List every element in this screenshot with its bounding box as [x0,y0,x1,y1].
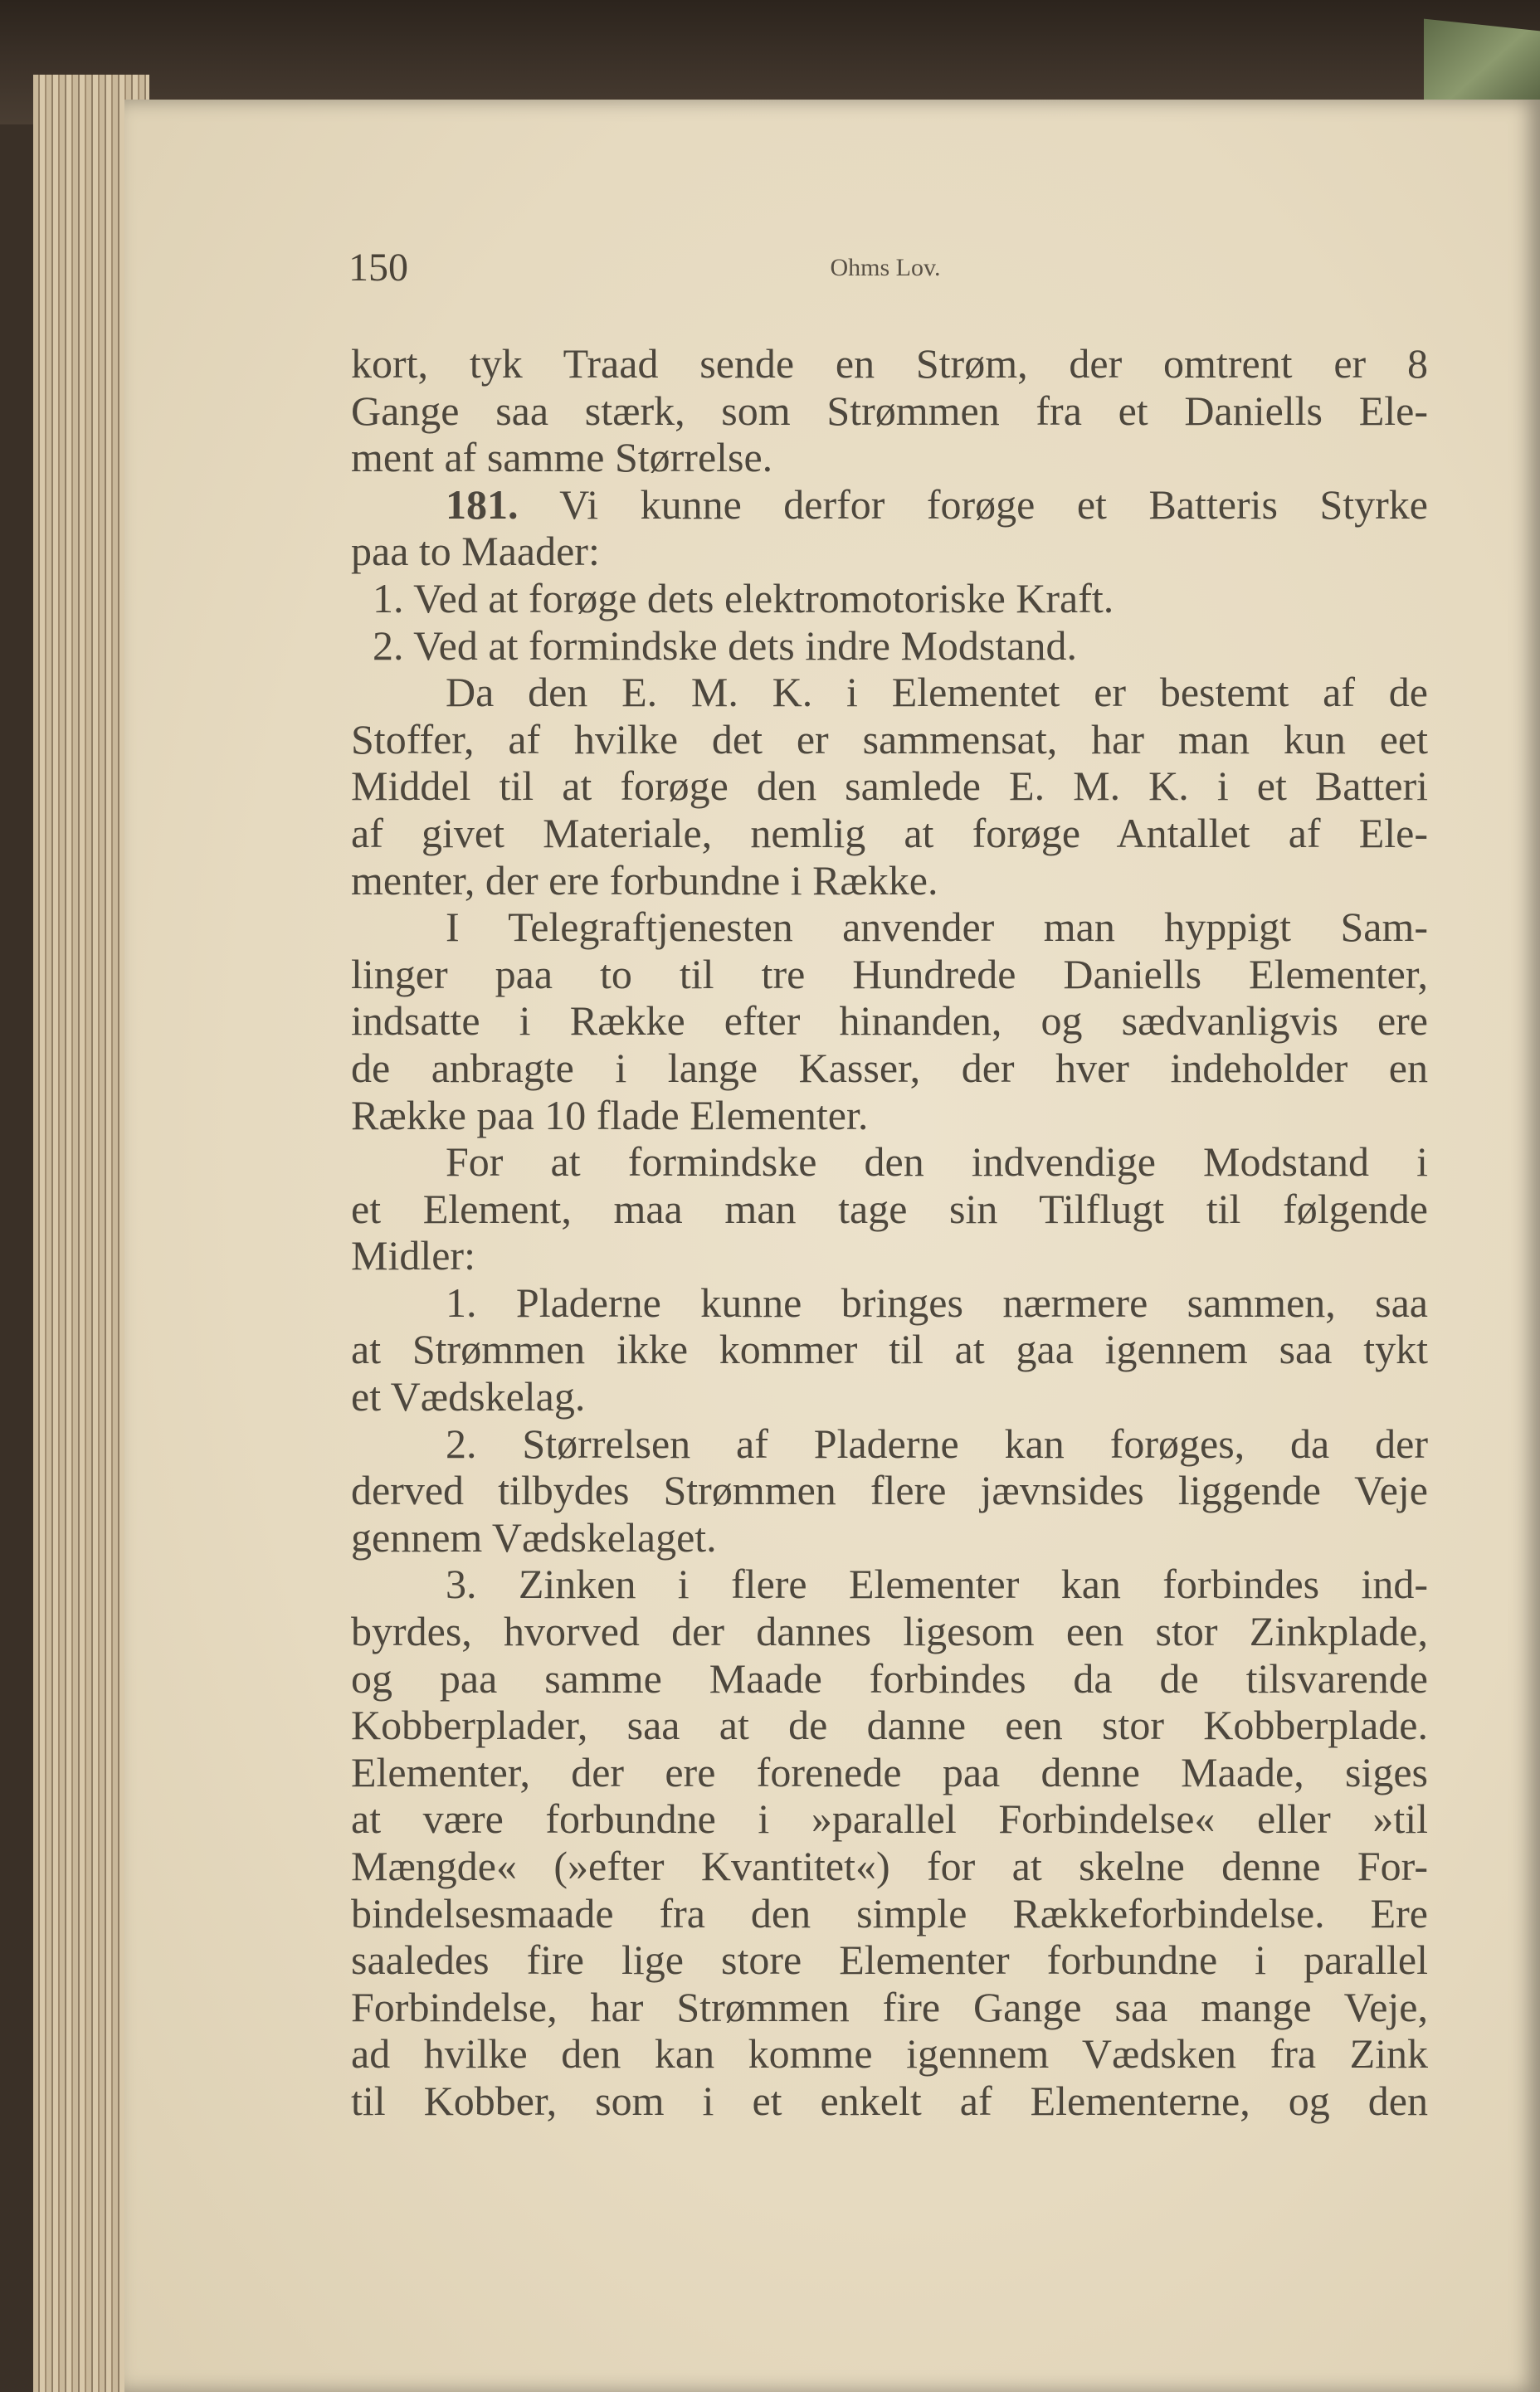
text-line [351,1561,1428,1608]
line-text: Kobberplader, saa at de danne een stor Kobberplade. [351,1702,1428,1749]
line-text: paa to Maader: [351,528,600,575]
text-line [351,1655,1428,1703]
text-line [351,1186,1428,1233]
text-line [351,434,1428,481]
page-number: 150 [348,246,408,290]
line-text: indsatte i Række efter hinanden, og sædvanligvis ere [351,997,1428,1045]
text-line [351,1232,1428,1279]
text-line [351,669,1428,716]
line-text: Elementer, der ere forenede paa denne Maade, siges [351,1748,1428,1795]
line-text: 2. Ved at formindske dets indre Modstand. [373,621,1077,669]
text-line [351,1279,1428,1327]
line-text: Mængde« (»efter Kvantitet«) for at skelne denne For- [351,1843,1428,1889]
line-text: bindelsesmaade fra den simple Rækkeforbindelse. Ere [351,1889,1428,1936]
text-line [351,857,1428,904]
text-line [351,622,1428,670]
line-text: derved tilbydes Strømmen flere jævnsides liggende Veje [351,1467,1428,1514]
line-text: gennem Vædskelaget. [351,1513,717,1561]
line-text: 2. Størrelsen af Pladerne kan forøges, da der [446,1420,1428,1467]
text-line [351,1984,1428,2031]
text-line [351,1890,1428,1937]
line-text: de anbragte i lange Kasser, der hver indeholder en [351,1044,1428,1091]
line-text: 3. Zinken i flere Elementer kan forbindes ind- [446,1561,1428,1608]
line-text: ment af samme Størrelse. [351,434,773,481]
line-text: 1. Ved at forøge dets elektromotoriske Kraft. [373,574,1114,621]
line-text: Middel til at forøge den samlede E. M. K. i et Batteri [351,762,1428,810]
text-line [351,1749,1428,1796]
line-text: et Vædskelag. [351,1373,586,1420]
running-title: Ohms Lov. [830,254,941,281]
line-text: Vi kunne derfor forøge et Batteris Styrke [518,480,1428,528]
text-line [351,1420,1428,1468]
text-line [351,1702,1428,1749]
line-text: et Element, maa man tage sin Tilflugt til følgende [351,1185,1428,1232]
line-text: byrdes, hvorved der dannes ligesom een stor Zinkplade, [351,1608,1428,1655]
line-text: at være forbundne i »parallel Forbindelse« eller »til [351,1795,1428,1843]
text-line [351,951,1428,998]
text-line [351,762,1428,810]
text-line [351,1045,1428,1092]
line-text: For at formindske den indvendige Modstand i [446,1138,1428,1186]
section-number: 181. [446,480,519,528]
body-text [351,340,1428,2125]
line-text: linger paa to til tre Hundrede Daniells Elementer, [351,950,1428,997]
text-line [351,528,1428,575]
text-line [351,1608,1428,1655]
text-line [351,1795,1428,1843]
text-line [351,1092,1428,1139]
text-line [351,575,1428,622]
line-text: og paa samme Maade forbindes da de tilsvarende [351,1654,1428,1702]
text-line [351,2030,1428,2078]
line-text: 1. Pladerne kunne bringes nærmere sammen, saa [446,1279,1428,1326]
text-line [351,1138,1428,1186]
line-text: Gange saa stærk, som Strømmen fra et Daniells Ele- [351,387,1428,434]
text-line [351,1514,1428,1561]
text-line [351,1326,1428,1373]
text-line [351,1843,1428,1890]
line-text: Stoffer, af hvilke det er sammensat, har man kun eet [351,715,1428,762]
line-text: I Telegraftjenesten anvender man hyppigt Sam- [446,904,1428,951]
text-line [351,997,1428,1045]
text-line [351,810,1428,857]
line-text: af givet Materiale, nemlig at forøge Antallet af Ele- [351,809,1428,856]
text-line [351,387,1428,435]
text-line [351,716,1428,763]
line-text: menter, der ere forbundne i Række. [351,856,938,904]
line-text: at Strømmen ikke kommer til at gaa igennem saa tykt [351,1326,1428,1373]
text-line [351,904,1428,951]
line-text: Række paa 10 flade Elementer. [351,1091,869,1138]
text-line [351,340,1428,387]
line-text: saaledes fire lige store Elementer forbundne i parallel [351,1936,1428,1984]
text-line [351,1936,1428,1984]
text-line [351,2078,1428,2125]
line-text: kort, tyk Traad sende en Strøm, der omtrent er 8 [351,340,1428,387]
line-text: Midler: [351,1232,475,1279]
text-line [351,1373,1428,1420]
text-line [351,1467,1428,1514]
text-line [351,481,1428,529]
line-text: Forbindelse, har Strømmen fire Gange saa mange Veje, [351,1983,1428,2030]
line-text: Da den E. M. K. i Elementet er bestemt af de [446,669,1428,716]
line-text: til Kobber, som i et enkelt af Elementerne, og den [351,2077,1428,2124]
line-text: ad hvilke den kan komme igennem Vædsken fra Zink [351,2030,1428,2078]
